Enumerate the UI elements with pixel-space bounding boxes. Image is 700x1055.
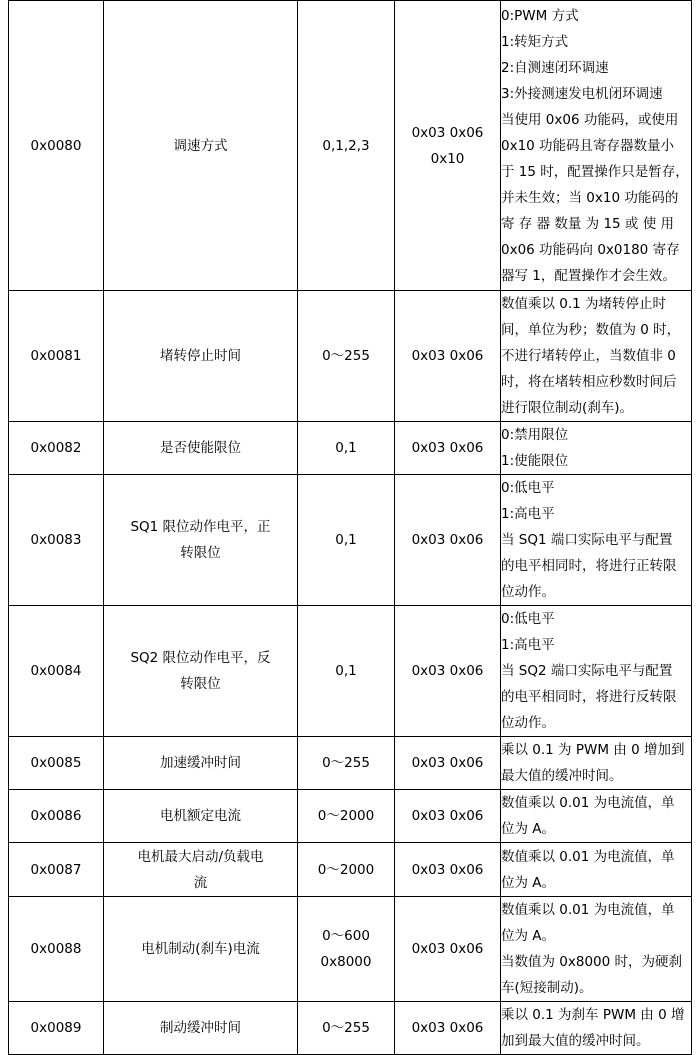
register-description — [501, 897, 692, 1002]
register-row-0x0089 — [9, 1002, 692, 1055]
func-code-line: 0x03 0x06 — [411, 663, 484, 679]
register-row-0x0082 — [9, 422, 692, 475]
range-line: 0,1 — [335, 440, 357, 456]
register-func-codes — [395, 737, 501, 790]
description-line: 数值乘以 0.01 为电流值，单 — [501, 848, 675, 865]
func-code-line: 0x03 0x06 — [411, 348, 484, 364]
description-line: 器写 1，配置操作才会生效。 — [501, 267, 676, 284]
register-name — [104, 1002, 298, 1055]
name-line: SQ1 限位动作电平，正 — [130, 519, 271, 535]
register-range — [298, 737, 395, 790]
description-line: 0x10 功能码且寄存器数量小 — [501, 137, 675, 154]
description-line: 当 SQ1 端口实际电平与配置 — [501, 532, 673, 548]
func-code-line: 0x03 0x06 — [411, 808, 484, 824]
register-description — [501, 737, 692, 790]
description-line: 位动作。 — [501, 584, 555, 600]
register-name — [104, 422, 298, 475]
name-line: 流 — [193, 874, 208, 891]
name-line: 调速方式 — [173, 137, 228, 154]
description-line: 寄 存 器 数量 为 15 或 使 用 — [501, 215, 675, 232]
register-address — [9, 897, 104, 1002]
description-line: 3:外接测速发电机闭环调速 — [501, 85, 663, 102]
register-name — [104, 843, 298, 897]
func-code-line: 0x03 0x06 — [411, 941, 484, 957]
register-description — [501, 1, 692, 291]
range-line: 0～255 — [322, 755, 370, 771]
register-address — [9, 737, 104, 790]
range-line: 0x8000 — [320, 954, 372, 970]
register-name — [104, 897, 298, 1002]
description-line: 当 SQ2 端口实际电平与配置 — [501, 663, 673, 679]
register-row-0x0087 — [9, 843, 692, 897]
register-func-codes — [395, 291, 501, 422]
register-func-codes — [395, 843, 501, 897]
description-line: 位为 A。 — [501, 874, 556, 891]
func-code-line: 0x03 0x06 — [411, 1020, 484, 1036]
name-line: 电机最大启动/负载电 — [137, 848, 264, 865]
description-line: 1:转矩方式 — [501, 33, 569, 50]
register-address — [9, 475, 104, 606]
description-line: 数值乘以 0.01 为电流值，单 — [501, 795, 675, 811]
description-line: 2:自测速闭环调速 — [501, 59, 609, 76]
register-description — [501, 1002, 692, 1055]
description-line: 1:高电平 — [501, 637, 555, 653]
register-description — [501, 291, 692, 422]
description-line: 数值乘以 0.01 为电流值，单 — [501, 902, 675, 918]
register-description — [501, 422, 692, 475]
register-address — [9, 843, 104, 897]
register-range — [298, 291, 395, 422]
register-name — [104, 737, 298, 790]
name-line: 堵转停止时间 — [160, 348, 241, 364]
register-description — [501, 790, 692, 843]
description-line: 的电平相同时，将进行反转限 — [501, 689, 677, 705]
register-row-0x0088 — [9, 897, 692, 1002]
register-range — [298, 606, 395, 737]
name-line: 转限位 — [180, 545, 221, 561]
register-range — [298, 422, 395, 475]
name-line: SQ2 限位动作电平，反 — [130, 650, 271, 666]
address-text: 0x0080 — [30, 137, 82, 154]
register-range — [298, 1002, 395, 1055]
register-name — [104, 606, 298, 737]
register-name — [104, 475, 298, 606]
range-line: 0～2000 — [317, 861, 375, 878]
description-line: 数值乘以 0.1 为堵转停止时 — [501, 296, 667, 312]
register-address — [9, 291, 104, 422]
register-range — [298, 790, 395, 843]
func-code-line: 0x03 0x06 — [411, 861, 484, 878]
description-line: 位为 A。 — [501, 821, 556, 837]
description-line: 于 15 时，配置操作只是暂存， — [501, 163, 689, 180]
register-name — [104, 1, 298, 291]
description-line: 0:禁用限位 — [501, 427, 569, 443]
description-line: 进行限位制动(刹车)。 — [501, 400, 634, 416]
name-line: 转限位 — [180, 676, 221, 692]
range-line: 0～255 — [322, 1020, 370, 1036]
description-line: 0x06 功能码向 0x0180 寄存 — [501, 241, 680, 258]
description-line: 车(短接制动)。 — [501, 980, 593, 996]
register-name — [104, 291, 298, 422]
range-line: 0～600 — [322, 928, 370, 944]
description-line: 0:低电平 — [501, 611, 555, 627]
register-func-codes — [395, 790, 501, 843]
address-text: 0x0088 — [30, 941, 82, 957]
name-line: 制动缓冲时间 — [160, 1020, 241, 1036]
register-address — [9, 606, 104, 737]
func-code-line: 0x03 0x06 — [411, 532, 484, 548]
register-address — [9, 422, 104, 475]
register-row-0x0080 — [9, 1, 692, 291]
range-line: 0,1,2,3 — [322, 137, 370, 154]
register-func-codes — [395, 1, 501, 291]
address-text: 0x0081 — [30, 348, 82, 364]
description-line: 最大值的缓冲时间。 — [501, 768, 623, 784]
register-row-0x0083 — [9, 475, 692, 606]
address-text: 0x0083 — [30, 532, 82, 548]
register-description — [501, 843, 692, 897]
range-line: 0,1 — [335, 532, 357, 548]
name-line: 是否使能限位 — [160, 440, 241, 456]
description-line: 当数值为 0x8000 时，为硬刹 — [501, 954, 683, 970]
register-range — [298, 897, 395, 1002]
description-line: 不进行堵转停止，当数值非 0 — [501, 348, 676, 364]
name-line: 电机额定电流 — [160, 808, 241, 824]
address-text: 0x0087 — [30, 861, 82, 878]
register-row-0x0086 — [9, 790, 692, 843]
register-func-codes — [395, 475, 501, 606]
description-line: 位为 A。 — [501, 928, 556, 944]
register-func-codes — [395, 1002, 501, 1055]
range-line: 0～255 — [322, 348, 370, 364]
register-func-codes — [395, 422, 501, 475]
description-line: 间，单位为秒；数值为 0 时， — [501, 322, 681, 338]
description-line: 的电平相同时，将进行正转限 — [501, 558, 677, 574]
address-text: 0x0089 — [30, 1020, 82, 1036]
description-line: 乘以 0.1 为刹车 PWM 由 0 增 — [501, 1007, 685, 1023]
description-line: 当使用 0x06 功能码，或使用 — [501, 111, 679, 128]
register-func-codes — [395, 897, 501, 1002]
register-range — [298, 1, 395, 291]
func-code-line: 0x03 0x06 — [411, 440, 484, 456]
description-line: 0:PWM 方式 — [501, 7, 579, 24]
address-text: 0x0085 — [30, 755, 82, 771]
register-address — [9, 1002, 104, 1055]
range-line: 0～2000 — [317, 808, 375, 824]
register-table — [8, 0, 692, 1055]
register-row-0x0084 — [9, 606, 692, 737]
func-code-line: 0x10 — [430, 150, 465, 167]
register-table-body — [9, 1, 692, 1055]
address-text: 0x0084 — [30, 663, 82, 679]
func-code-line: 0x03 0x06 — [411, 124, 484, 141]
description-line: 并未生效；当 0x10 功能码的 — [501, 189, 679, 206]
name-line: 电机制动(刹车)电流 — [141, 941, 260, 957]
description-line: 1:使能限位 — [501, 453, 569, 469]
description-line: 时，将在堵转相应秒数时间后 — [501, 374, 677, 390]
register-description — [501, 475, 692, 606]
description-line: 1:高电平 — [501, 506, 555, 522]
range-line: 0,1 — [335, 663, 357, 679]
address-text: 0x0086 — [30, 808, 82, 824]
register-address — [9, 790, 104, 843]
register-range — [298, 475, 395, 606]
description-line: 位动作。 — [501, 715, 555, 731]
register-row-0x0081 — [9, 291, 692, 422]
description-line: 加到最大值的缓冲时间。 — [501, 1033, 650, 1049]
name-line: 加速缓冲时间 — [160, 755, 241, 771]
register-row-0x0085 — [9, 737, 692, 790]
func-code-line: 0x03 0x06 — [411, 755, 484, 771]
register-range — [298, 843, 395, 897]
address-text: 0x0082 — [30, 440, 82, 456]
register-name — [104, 790, 298, 843]
description-line: 0:低电平 — [501, 480, 555, 496]
register-address — [9, 1, 104, 291]
description-line: 乘以 0.1 为 PWM 由 0 增加到 — [501, 742, 685, 758]
register-description — [501, 606, 692, 737]
register-func-codes — [395, 606, 501, 737]
